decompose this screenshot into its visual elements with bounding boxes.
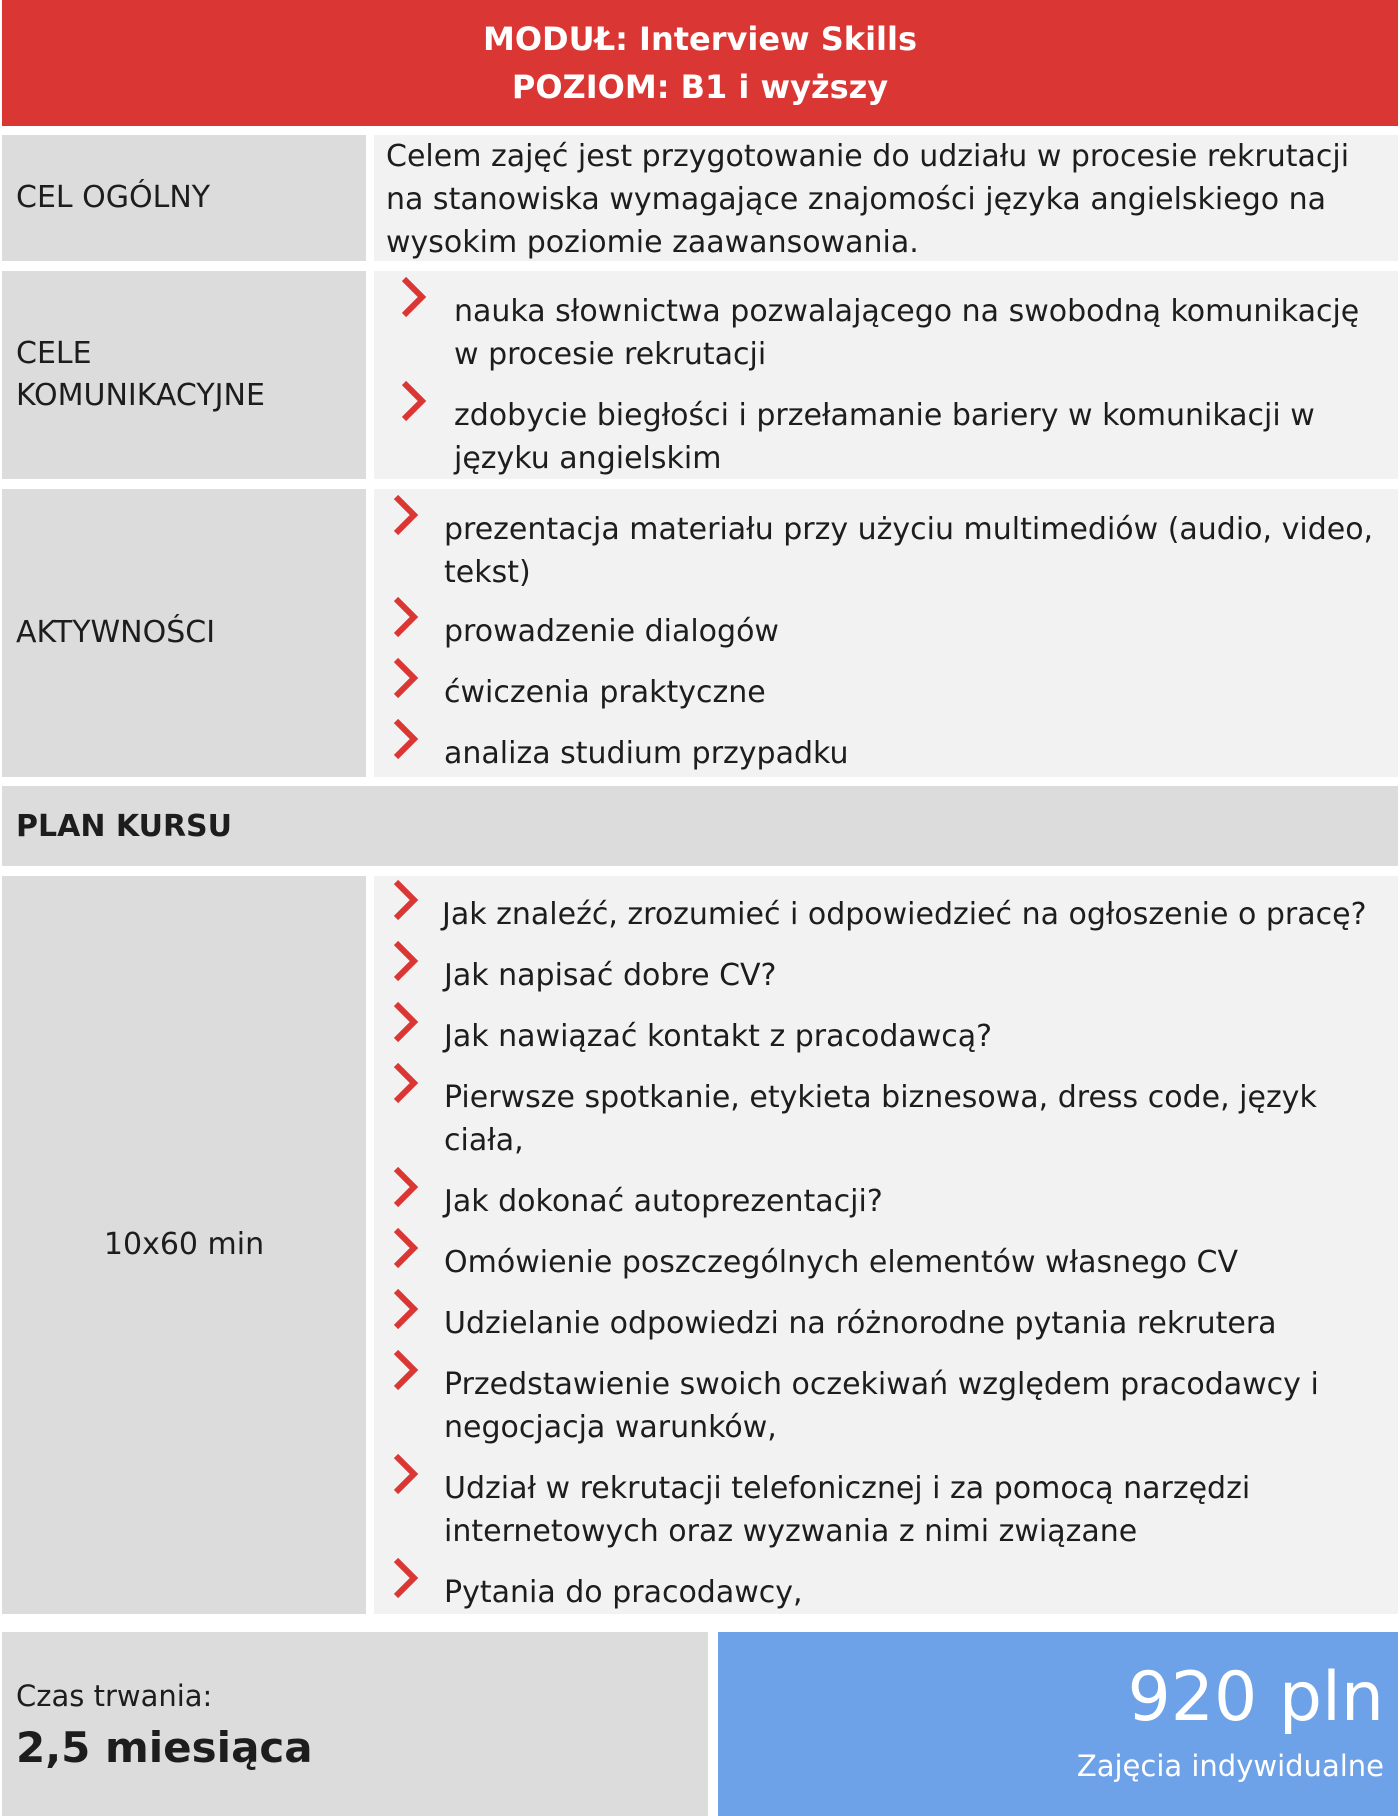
list-item: Przedstawienie swoich oczekiwań względem pracodawcy i negocjacja warunków,: [444, 1367, 1319, 1445]
price-cell: [718, 1632, 1398, 1816]
chevron-right-icon: [390, 656, 420, 700]
chevron-right-icon: [390, 717, 420, 761]
plan-kursu-title: PLAN KURSU: [16, 808, 233, 844]
aktywnosci-content-cell: [374, 489, 1398, 777]
list-item: Jak znaleźć, zrozumieć i odpowiedzieć na ogłoszenie o pracę?: [442, 897, 1367, 932]
list-item: Jak nawiązać kontakt z pracodawcą?: [444, 1019, 993, 1054]
price-value: 920 pln: [1127, 1658, 1384, 1737]
chevron-right-icon: [390, 939, 420, 983]
list-item: Udzielanie odpowiedzi na różnorodne pytania rekrutera: [444, 1306, 1277, 1341]
cel-ogolny-text: Celem zajęć jest przygotowanie do udziału w procesie rekrutacji na stanowiska wymagające znajomości języka angielskiego na wysokim poziomie zaawansowania.: [386, 139, 1350, 260]
cel-ogolny-content-cell: [374, 135, 1398, 261]
chevron-right-icon: [398, 379, 428, 423]
list-item: ćwiczenia praktyczne: [444, 675, 766, 710]
chevron-right-icon: [390, 1556, 420, 1600]
list-item: nauka słownictwa pozwalającego na swobodną komunikację w procesie rekrutacji: [454, 294, 1360, 372]
module-level: POZIOM: B1 i wyższy: [511, 68, 889, 106]
list-item: Udział w rekrutacji telefonicznej i za pomocą narzędzi internetowych oraz wyzwania z nimi związane: [444, 1471, 1251, 1549]
plan-kursu-content-cell: [374, 876, 1398, 1614]
list-item: Jak dokonać autoprezentacji?: [444, 1184, 883, 1219]
chevron-right-icon: [398, 275, 428, 319]
plan-kursu-title-cell: [2, 786, 1398, 866]
module-header: [2, 0, 1398, 126]
cele-komunikacyjne-label-cell: [2, 271, 366, 479]
list-item: Pytania do pracodawcy,: [444, 1575, 803, 1610]
chevron-right-icon: [390, 1000, 420, 1044]
aktywnosci-label-cell: [2, 489, 366, 777]
chevron-right-icon: [390, 878, 420, 922]
list-item: prowadzenie dialogów: [444, 614, 779, 649]
cel-ogolny-label: CEL OGÓLNY: [16, 180, 211, 215]
duration-value: 2,5 miesiąca: [16, 1723, 313, 1772]
cele-komunikacyjne-label-line1: CELE: [16, 336, 92, 371]
list-item: prezentacja materiału przy użyciu multimediów (audio, video, tekst): [444, 512, 1374, 590]
list-item: Pierwsze spotkanie, etykieta biznesowa, dress code, język ciała,: [444, 1080, 1317, 1158]
duration-label: Czas trwania:: [16, 1679, 213, 1713]
price-note: Zajęcia indywidualne: [1076, 1749, 1384, 1783]
list-item: Omówienie poszczególnych elementów własnego CV: [444, 1245, 1238, 1280]
aktywnosci-label: AKTYWNOŚCI: [16, 615, 216, 650]
chevron-right-icon: [390, 1061, 420, 1105]
cele-komunikacyjne-label-line2: KOMUNIKACYJNE: [16, 378, 265, 413]
list-item: analiza studium przypadku: [444, 736, 849, 771]
chevron-right-icon: [390, 1165, 420, 1209]
module-title: MODUŁ: Interview Skills: [482, 20, 918, 58]
chevron-right-icon: [390, 1348, 420, 1392]
list-item: Jak napisać dobre CV?: [444, 958, 777, 993]
chevron-right-icon: [390, 493, 420, 537]
list-item: zdobycie biegłości i przełamanie bariery w komunikacji w języku angielskim: [454, 398, 1315, 476]
cel-ogolny-label-cell: [2, 135, 366, 261]
plan-duration-cell: [2, 876, 366, 1614]
chevron-right-icon: [390, 595, 420, 639]
cele-komunikacyjne-content-cell: [374, 271, 1398, 479]
duration-cell: [2, 1632, 708, 1816]
chevron-right-icon: [390, 1226, 420, 1270]
chevron-right-icon: [390, 1452, 420, 1496]
plan-duration-label: 10x60 min: [103, 1227, 265, 1262]
chevron-right-icon: [390, 1287, 420, 1331]
